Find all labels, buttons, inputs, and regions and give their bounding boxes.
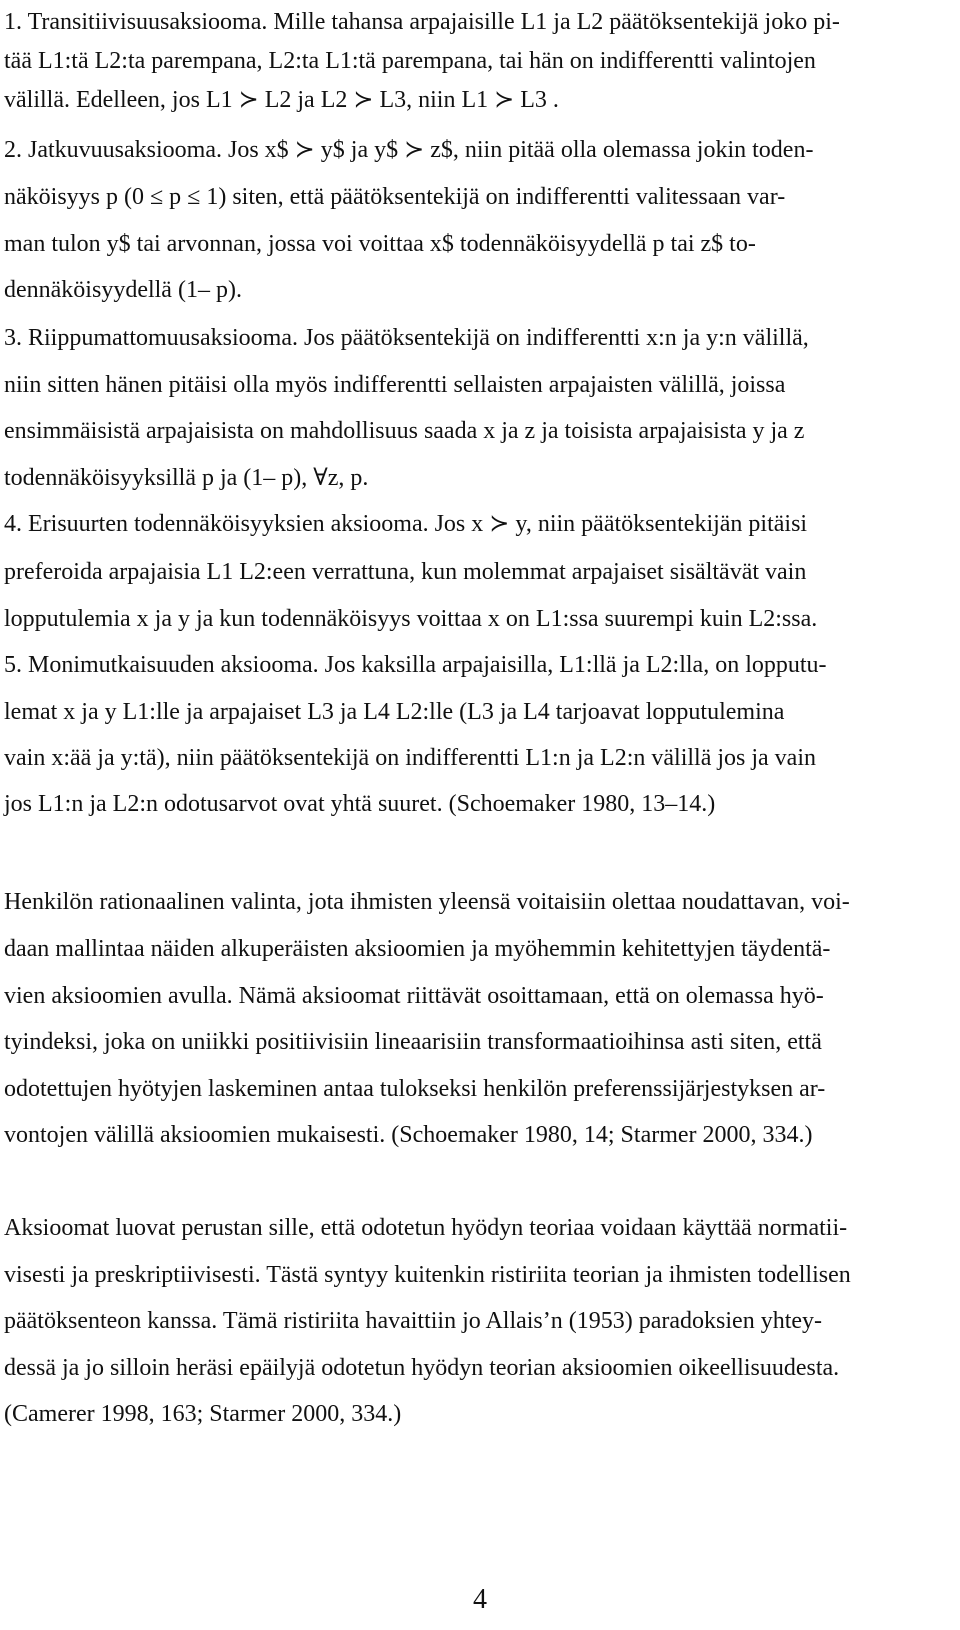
line-text: visesti ja preskriptiivisesti. Tästä syntyy kuitenkin ristiriita teorian ja ihmisten todellisen: [4, 1262, 851, 1288]
text-line: [0, 1067, 960, 1111]
line-text: Henkilön rationaalinen valinta, jota ihmisten yleensä voitaisiin olettaa noudattavan, voi-: [4, 889, 850, 915]
text-line: [0, 927, 960, 971]
line-text: 3. Riippumattomuusaksiooma. Jos päätöksentekijä on indifferentti x:n ja y:n välillä,: [4, 325, 809, 351]
text-line: [0, 1206, 960, 1250]
line-text: odotettujen hyötyjen laskeminen antaa tulokseksi henkilön preferenssijärjestyksen ar-: [4, 1076, 826, 1102]
text-line: [0, 78, 960, 122]
text-line: [0, 1020, 960, 1064]
text-line: [0, 643, 960, 687]
line-text: vain x:ää ja y:tä), niin päätöksentekijä on indifferentti L1:n ja L2:n välillä jos ja vain: [4, 745, 816, 771]
line-text: päätöksenteon kanssa. Tämä ristiriita havaittiin jo Allais’n (1953) paradoksien yhtey-: [4, 1308, 823, 1334]
line-text: 4. Erisuurten todennäköisyyksien aksiooma. Jos x ≻ y, niin päätöksentekijän pitäisi: [4, 511, 808, 537]
line-text: daan mallintaa näiden alkuperäisten aksioomien ja myöhemmin kehitettyjen täydentä-: [4, 936, 831, 962]
line-text: 5. Monimutkaisuuden aksiooma. Jos kaksilla arpajaisilla, L1:llä ja L2:lla, on lopputu-: [4, 652, 827, 678]
line-text: 2. Jatkuvuusaksiooma. Jos x$ ≻ y$ ja y$ ≻ z$, niin pitää olla olemassa jokin toden-: [4, 137, 814, 163]
line-text: näköisyys p (0 ≤ p ≤ 1) siten, että päätöksentekijä on indifferentti valitessaan var-: [4, 184, 786, 210]
line-text: 1. Transitiivisuusaksiooma. Mille tahansa arpajaisille L1 ja L2 päätöksentekijä joko pi-: [4, 9, 840, 35]
line-text: (Camerer 1998, 163; Starmer 2000, 334.): [4, 1401, 402, 1427]
line-text: niin sitten hänen pitäisi olla myös indifferentti sellaisten arpajaisten välillä, joissa: [4, 372, 786, 398]
page-number: 4: [473, 1584, 487, 1615]
line-text: vontojen välillä aksioomien mukaisesti. (Schoemaker 1980, 14; Starmer 2000, 334.): [4, 1122, 813, 1148]
text-line: [0, 1392, 960, 1436]
text-line: [0, 736, 960, 780]
text-line: [0, 880, 960, 924]
line-text: man tulon y$ tai arvonnan, jossa voi voittaa x$ todennäköisyydellä p tai z$ to-: [4, 231, 756, 257]
line-text: välillä. Edelleen, jos L1 ≻ L2 ja L2 ≻ L3, niin L1 ≻ L3 .: [4, 87, 559, 113]
text-line: [0, 128, 960, 172]
line-text: Aksioomat luovat perustan sille, että odotetun hyödyn teoriaa voidaan käyttää normatii-: [4, 1215, 848, 1241]
text-line: [0, 502, 960, 546]
text-line: [0, 690, 960, 734]
line-text: jos L1:n ja L2:n odotusarvot ovat yhtä suuret. (Schoemaker 1980, 13–14.): [4, 791, 716, 817]
line-text: dessä ja jo silloin heräsi epäilyjä odotetun hyödyn teorian aksioomien oikeellisuudesta.: [4, 1355, 840, 1381]
line-text: tyindeksi, joka on uniikki positiivisiin lineaarisiin transformaatioihinsa asti siten, että: [4, 1029, 822, 1055]
text-line: [0, 363, 960, 407]
text-line: [0, 456, 960, 500]
text-line: [0, 1113, 960, 1157]
line-text: tää L1:tä L2:ta parempana, L2:ta L1:tä parempana, tai hän on indifferentti valintojen: [4, 48, 816, 74]
text-line: [0, 974, 960, 1018]
text-line: [0, 316, 960, 360]
line-text: todennäköisyyksillä p ja (1– p), ∀z, p.: [4, 465, 369, 491]
text-line: [0, 1253, 960, 1297]
line-text: vien aksioomien avulla. Nämä aksioomat riittävät osoittamaan, että on olemassa hyö-: [4, 983, 824, 1009]
text-line: [0, 175, 960, 219]
text-line: [0, 222, 960, 266]
text-line: [0, 409, 960, 453]
line-text: ensimmäisistä arpajaisista on mahdollisuus saada x ja z ja toisista arpajaisista y ja z: [4, 418, 805, 444]
text-line: [0, 0, 960, 44]
text-line: [0, 782, 960, 826]
text-line: [0, 550, 960, 594]
text-line: [0, 597, 960, 641]
line-text: preferoida arpajaisia L1 L2:een verrattuna, kun molemmat arpajaiset sisältävät vain: [4, 559, 807, 585]
text-line: [0, 39, 960, 83]
text-line: [0, 1346, 960, 1390]
text-line: [0, 268, 960, 312]
line-text: lopputulemia x ja y ja kun todennäköisyys voittaa x on L1:ssa suurempi kuin L2:ssa.: [4, 606, 818, 632]
line-text: lemat x ja y L1:lle ja arpajaiset L3 ja L4 L2:lle (L3 ja L4 tarjoavat lopputulemina: [4, 699, 785, 725]
line-text: dennäköisyydellä (1– p).: [4, 277, 242, 303]
text-line: [0, 1299, 960, 1343]
